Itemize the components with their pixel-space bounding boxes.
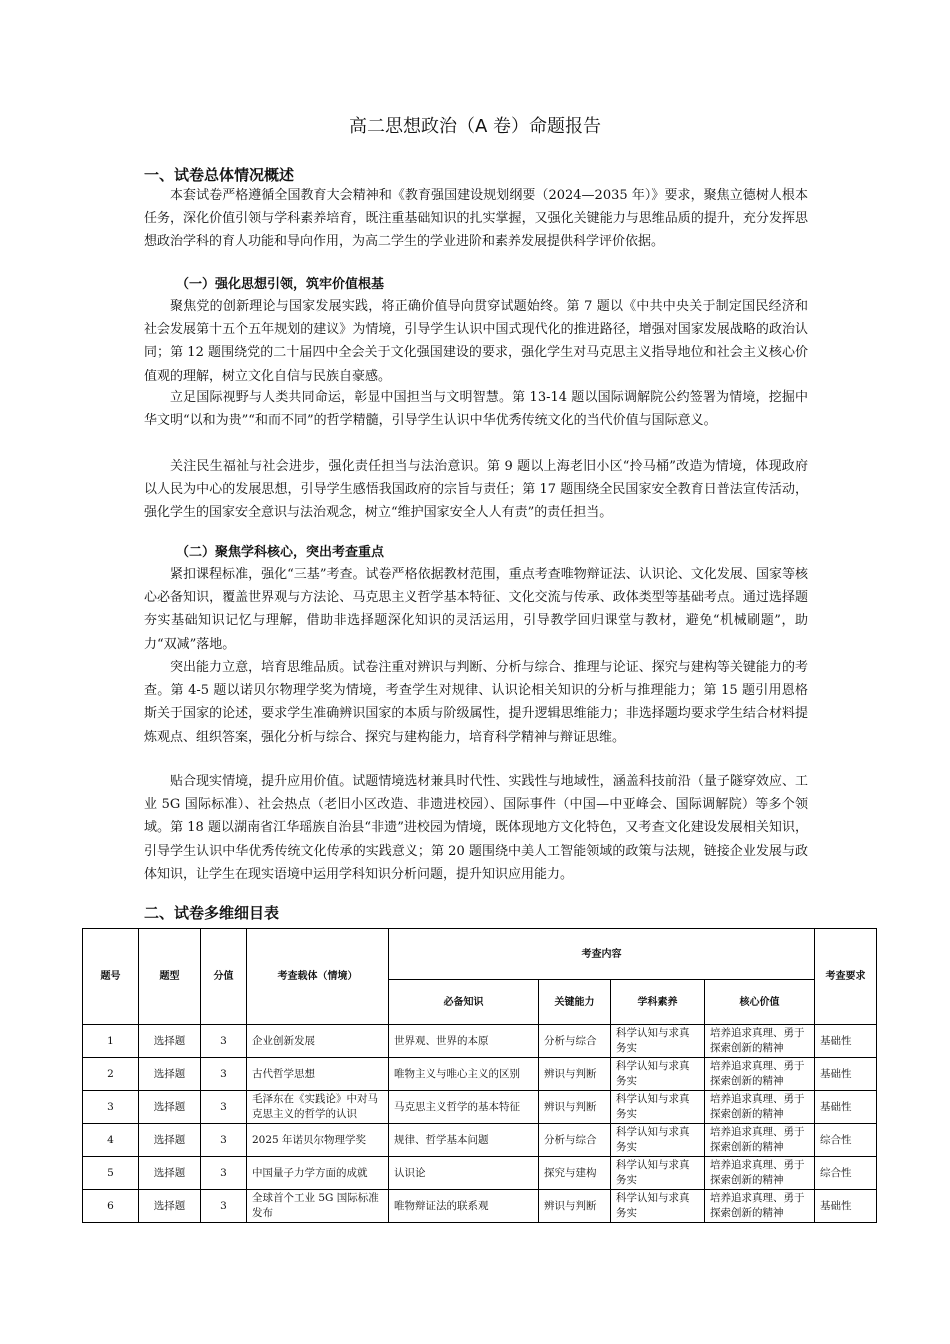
value-guidance-paragraph-1: 聚焦党的创新理论与国家发展实践，将正确价值导向贯穿试题始终。第 7 题以《中共中央关于制定国民经济和社会发展第十五个五年规划的建议》为情境，引导学生认识中国式现代化的推进路径，增强对国家发展战略的政治认同；第 12 题围绕党的二十届四中全会关于文化强国建设的要求，强化学生对马克思主义指导地位和社会主义核心价值观的理解，树立文化自信与民族自豪感。 bbox=[144, 299, 808, 384]
cell-knowledge: 规律、哲学基本问题 bbox=[389, 1124, 539, 1157]
cell-knowledge: 认识论 bbox=[389, 1157, 539, 1190]
subject-core-paragraph-3: 贴合现实情境，提升应用价值。试题情境选材兼具时代性、实践性与地域性，涵盖科技前沿（量子隧穿效应、工业 5G 国际标准）、社会热点（老旧小区改造、非遗进校园）、国际事件（中国—中亚峰会、国际调解院）等多个领域。第 18 题以湖南省江华瑶族自治县“非遗”进校园为情境，既体现地方文化特色，又考查文化建设发展相关知识，引导学生认识中华优秀传统文化传承的实践意义；第 20 题围绕中美人工智能领域的政策与法规，链接企业发展与政体知识，让学生在现实语境中运用学科知识分析问题，提升知识应用能力。 bbox=[144, 774, 808, 882]
subsection-heading-value-guidance: （一）强化思想引领，筑牢价值根基 bbox=[176, 277, 385, 292]
cell-value: 培养追求真理、勇于探索创新的精神 bbox=[705, 1124, 815, 1157]
cell-type: 选择题 bbox=[139, 1124, 201, 1157]
cell-type: 选择题 bbox=[139, 1091, 201, 1124]
cell-carrier: 古代哲学思想 bbox=[247, 1058, 389, 1091]
cell-number: 1 bbox=[83, 1025, 139, 1058]
table-row bbox=[83, 1025, 877, 1058]
cell-literacy: 科学认知与求真务实 bbox=[611, 1190, 705, 1223]
cell-knowledge: 唯物主义与唯心主义的区别 bbox=[389, 1058, 539, 1091]
table-row bbox=[83, 1091, 877, 1124]
cell-requirement: 综合性 bbox=[815, 1157, 877, 1190]
cell-score: 3 bbox=[201, 1157, 247, 1190]
cell-type: 选择题 bbox=[139, 1025, 201, 1058]
cell-ability: 分析与综合 bbox=[539, 1025, 611, 1058]
subsection-heading-subject-core: （二）聚焦学科核心，突出考查重点 bbox=[176, 545, 385, 560]
cell-type: 选择题 bbox=[139, 1190, 201, 1223]
cell-carrier: 毛泽东在《实践论》中对马克思主义的哲学的认识 bbox=[247, 1091, 389, 1124]
cell-carrier: 企业创新发展 bbox=[247, 1025, 389, 1058]
cell-requirement: 基础性 bbox=[815, 1190, 877, 1223]
cell-ability: 辨识与判断 bbox=[539, 1058, 611, 1091]
subject-core-paragraph-1: 紧扣课程标准，强化“三基”考查。试卷严格依据教材范围，重点考查唯物辩证法、认识论、文化发展、国家等核心必备知识，覆盖世界观与方法论、马克思主义哲学基本特征、文化交流与传承、政体类型等基础考点。通过选择题夯实基础知识记忆与理解，借助非选择题深化知识的灵活运用，引导教学回归课堂与教材，避免“机械刷题”，助力“双减”落地。 bbox=[144, 567, 808, 652]
cell-carrier: 全球首个工业 5G 国际标准发布 bbox=[247, 1190, 389, 1223]
cell-score: 3 bbox=[201, 1025, 247, 1058]
cell-value: 培养追求真理、勇于探索创新的精神 bbox=[705, 1025, 815, 1058]
cell-literacy: 科学认知与求真务实 bbox=[611, 1157, 705, 1190]
header-carrier: 考查载体（情境） bbox=[247, 929, 389, 1025]
header-score: 分值 bbox=[201, 929, 247, 1025]
cell-ability: 辨识与判断 bbox=[539, 1091, 611, 1124]
table-row bbox=[83, 1058, 877, 1091]
header-literacy: 学科素养 bbox=[611, 980, 705, 1025]
header-type: 题型 bbox=[139, 929, 201, 1025]
header-knowledge: 必备知识 bbox=[389, 980, 539, 1025]
cell-literacy: 科学认知与求真务实 bbox=[611, 1124, 705, 1157]
cell-requirement: 基础性 bbox=[815, 1091, 877, 1124]
cell-value: 培养追求真理、勇于探索创新的精神 bbox=[705, 1157, 815, 1190]
cell-ability: 辨识与判断 bbox=[539, 1190, 611, 1223]
cell-requirement: 基础性 bbox=[815, 1058, 877, 1091]
cell-carrier: 中国量子力学方面的成就 bbox=[247, 1157, 389, 1190]
cell-knowledge: 世界观、世界的本原 bbox=[389, 1025, 539, 1058]
cell-knowledge: 马克思主义哲学的基本特征 bbox=[389, 1091, 539, 1124]
cell-number: 6 bbox=[83, 1190, 139, 1223]
section-heading-overview: 一、试卷总体情况概述 bbox=[144, 166, 295, 184]
cell-literacy: 科学认知与求真务实 bbox=[611, 1058, 705, 1091]
detail-table bbox=[82, 928, 877, 1223]
cell-number: 4 bbox=[83, 1124, 139, 1157]
cell-score: 3 bbox=[201, 1124, 247, 1157]
overview-paragraph: 本套试卷严格遵循全国教育大会精神和《教育强国建设规划纲要（2024—2035 年）》要求，聚焦立德树人根本任务，深化价值引领与学科素养培育，既注重基础知识的扎实掌握，又强化关键能力与思维品质的提升，充分发挥思想政治学科的育人功能和导向作用，为高二学生的学业进阶和素养发展提供科学评价依据。 bbox=[144, 188, 808, 250]
section-heading-detail-table: 二、试卷多维细目表 bbox=[144, 904, 280, 922]
value-guidance-paragraph-3: 关注民生福祉与社会进步，强化责任担当与法治意识。第 9 题以上海老旧小区“拎马桶”改造为情境，体现政府以人民为中心的发展思想，引导学生感悟我国政府的宗旨与责任；第 17 题围绕全民国家安全教育日普法宣传活动，强化学生的国家安全意识与法治观念，树立“维护国家安全人人有责”的责任担当。 bbox=[144, 459, 808, 521]
cell-ability: 分析与综合 bbox=[539, 1124, 611, 1157]
cell-score: 3 bbox=[201, 1091, 247, 1124]
cell-carrier: 2025 年诺贝尔物理学奖 bbox=[247, 1124, 389, 1157]
subject-core-paragraph-2: 突出能力立意，培育思维品质。试卷注重对辨识与判断、分析与综合、推理与论证、探究与建构等关键能力的考查。第 4-5 题以诺贝尔物理学奖为情境，考查学生对规律、认识论相关知识的分析与推理能力；第 15 题引用恩格斯关于国家的论述，要求学生准确辨识国家的本质与阶级属性，提升逻辑思维能力；非选择题均要求学生结合材料提炼观点、组织答案，强化分析与综合、探究与建构能力，培育科学精神与辩证思维。 bbox=[144, 660, 808, 745]
cell-number: 2 bbox=[83, 1058, 139, 1091]
cell-knowledge: 唯物辩证法的联系观 bbox=[389, 1190, 539, 1223]
cell-requirement: 基础性 bbox=[815, 1025, 877, 1058]
header-value: 核心价值 bbox=[705, 980, 815, 1025]
cell-number: 5 bbox=[83, 1157, 139, 1190]
page-title: 高二思想政治（A 卷）命题报告 bbox=[348, 116, 602, 137]
cell-literacy: 科学认知与求真务实 bbox=[611, 1091, 705, 1124]
cell-number: 3 bbox=[83, 1091, 139, 1124]
table-row bbox=[83, 1190, 877, 1223]
cell-score: 3 bbox=[201, 1190, 247, 1223]
cell-type: 选择题 bbox=[139, 1058, 201, 1091]
table-row bbox=[83, 1157, 877, 1190]
cell-value: 培养追求真理、勇于探索创新的精神 bbox=[705, 1058, 815, 1091]
cell-ability: 探究与建构 bbox=[539, 1157, 611, 1190]
value-guidance-paragraph-2: 立足国际视野与人类共同命运，彰显中国担当与文明智慧。第 13-14 题以国际调解院公约签署为情境，挖掘中华文明“以和为贵”“和而不同”的哲学精髓，引导学生认识中华优秀传统文化的当代价值与国际意义。 bbox=[144, 390, 808, 429]
table-row bbox=[83, 1124, 877, 1157]
header-ability: 关键能力 bbox=[539, 980, 611, 1025]
cell-value: 培养追求真理、勇于探索创新的精神 bbox=[705, 1190, 815, 1223]
header-number: 题号 bbox=[83, 929, 139, 1025]
cell-type: 选择题 bbox=[139, 1157, 201, 1190]
cell-literacy: 科学认知与求真务实 bbox=[611, 1025, 705, 1058]
header-content: 考查内容 bbox=[389, 929, 815, 980]
cell-score: 3 bbox=[201, 1058, 247, 1091]
cell-value: 培养追求真理、勇于探索创新的精神 bbox=[705, 1091, 815, 1124]
cell-requirement: 综合性 bbox=[815, 1124, 877, 1157]
header-requirement: 考查要求 bbox=[815, 929, 877, 1025]
